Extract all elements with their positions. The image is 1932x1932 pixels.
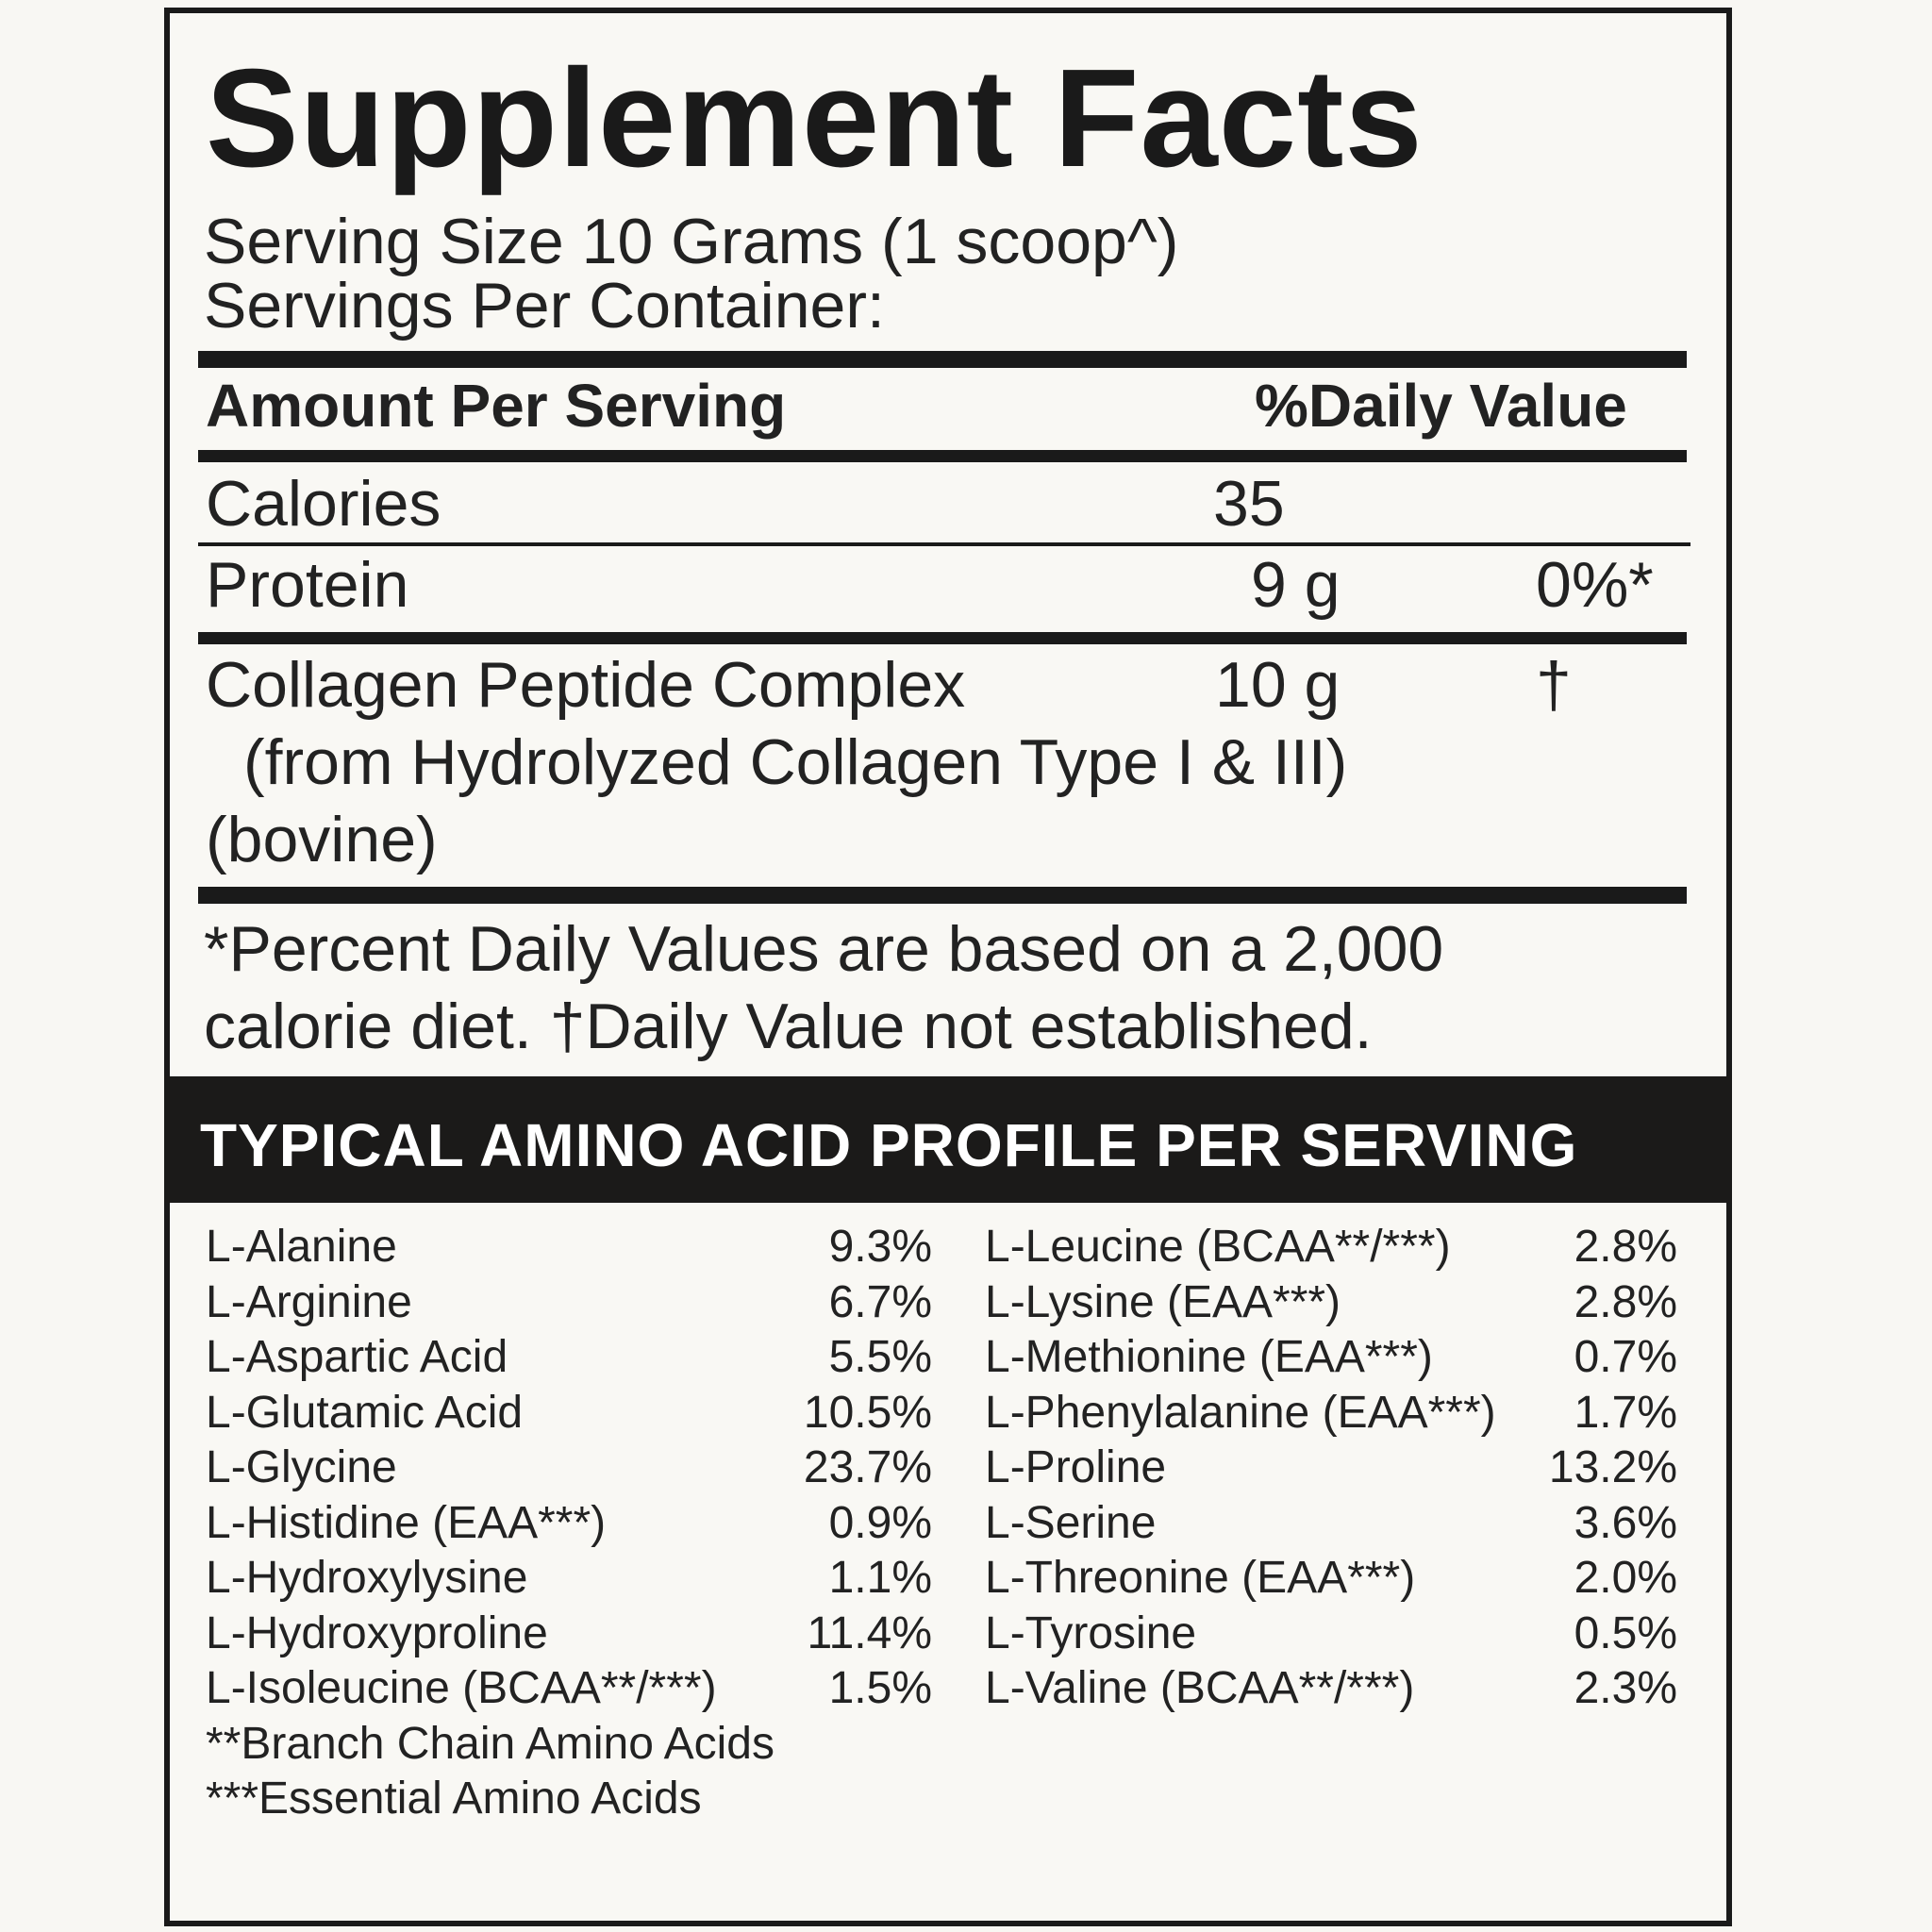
thick-divider <box>198 887 1687 904</box>
amino-acid-value: 2.0% <box>1574 1553 1677 1603</box>
amino-acid-value: 3.6% <box>1574 1498 1677 1548</box>
amino-acid-name: L-Methionine (EAA***) <box>985 1332 1433 1382</box>
amino-acid-value: 11.4% <box>807 1608 932 1658</box>
collagen-source: (from Hydrolyzed Collagen Type I & III) <box>243 726 1348 798</box>
amino-acid-name: L-Glycine <box>206 1442 397 1492</box>
amino-acid-value: 2.3% <box>1574 1663 1677 1713</box>
collagen-daily-value: † <box>1536 649 1572 721</box>
amino-acid-name: L-Valine (BCAA**/***) <box>985 1663 1415 1713</box>
amino-acid-name: L-Isoleucine (BCAA**/***) <box>206 1663 717 1713</box>
amino-acid-name: L-Alanine <box>206 1222 397 1272</box>
amino-acid-name: L-Glutamic Acid <box>206 1388 524 1438</box>
amino-acid-value: 1.5% <box>828 1663 932 1713</box>
amino-acid-name: L-Proline <box>985 1442 1167 1492</box>
amino-acid-name: L-Leucine (BCAA**/***) <box>985 1222 1451 1272</box>
amino-acid-value: 2.8% <box>1574 1222 1677 1272</box>
amino-acid-value: 0.9% <box>828 1498 932 1548</box>
thick-divider <box>198 351 1687 368</box>
protein-label: Protein <box>206 549 409 621</box>
footnote-line-2: calorie diet. †Daily Value not established. <box>204 991 1373 1062</box>
daily-value-header: %Daily Value <box>1255 372 1627 440</box>
collagen-origin: (bovine) <box>206 804 438 875</box>
protein-daily-value: 0%* <box>1536 549 1654 621</box>
eaa-note: ***Essential Amino Acids <box>206 1774 702 1824</box>
amino-acid-name: L-Aspartic Acid <box>206 1332 508 1382</box>
amino-acid-value: 1.1% <box>828 1553 932 1603</box>
amino-acid-value: 0.7% <box>1574 1332 1677 1382</box>
amino-acid-name: L-Histidine (EAA***) <box>206 1498 607 1548</box>
servings-per-container: Servings Per Container: <box>204 270 885 341</box>
protein-amount: 9 g <box>1251 549 1341 621</box>
panel-title: Supplement Facts <box>206 41 1424 196</box>
medium-divider <box>198 632 1687 644</box>
amino-acid-name: L-Tyrosine <box>985 1608 1197 1658</box>
amino-acid-name: L-Hydroxyproline <box>206 1608 548 1658</box>
collagen-amount: 10 g <box>1215 649 1341 721</box>
amino-acid-value: 6.7% <box>828 1277 932 1327</box>
amino-acid-value: 10.5% <box>803 1388 932 1438</box>
amino-acid-value: 9.3% <box>828 1222 932 1272</box>
amino-acid-value: 13.2% <box>1548 1442 1677 1492</box>
amino-acid-value: 5.5% <box>828 1332 932 1382</box>
thin-divider <box>198 542 1690 546</box>
serving-size: Serving Size 10 Grams (1 scoop^) <box>204 206 1179 277</box>
calories-label: Calories <box>206 468 441 540</box>
footnote-line-1: *Percent Daily Values are based on a 2,000 <box>204 913 1444 985</box>
amino-acid-name: L-Arginine <box>206 1277 412 1327</box>
calories-amount: 35 <box>1213 468 1285 540</box>
amount-per-serving-header: Amount Per Serving <box>206 372 787 440</box>
amino-acid-name: L-Phenylalanine (EAA***) <box>985 1388 1496 1438</box>
amino-acid-name: L-Serine <box>985 1498 1157 1548</box>
amino-acid-value: 1.7% <box>1574 1388 1677 1438</box>
amino-acid-value: 2.8% <box>1574 1277 1677 1327</box>
amino-profile-title: TYPICAL AMINO ACID PROFILE PER SERVING <box>200 1111 1578 1179</box>
amino-acid-value: 0.5% <box>1574 1608 1677 1658</box>
medium-divider <box>198 450 1687 462</box>
collagen-label: Collagen Peptide Complex <box>206 649 966 721</box>
amino-acid-name: L-Hydroxylysine <box>206 1553 528 1603</box>
amino-acid-value: 23.7% <box>803 1442 932 1492</box>
bcaa-note: **Branch Chain Amino Acids <box>206 1719 774 1769</box>
amino-acid-name: L-Lysine (EAA***) <box>985 1277 1341 1327</box>
amino-acid-name: L-Threonine (EAA***) <box>985 1553 1416 1603</box>
